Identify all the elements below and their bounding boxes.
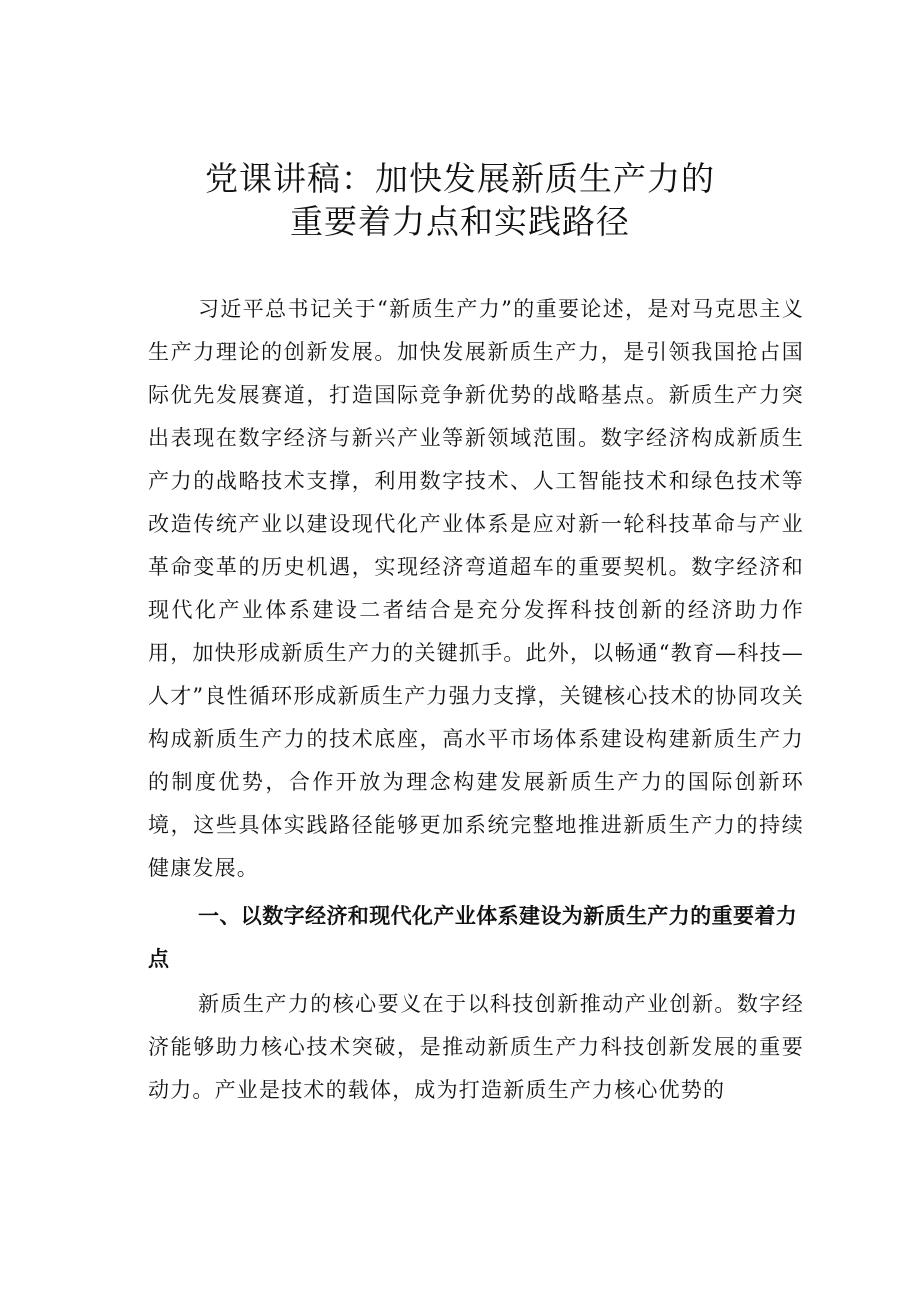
section-1-heading: 一、以数字经济和现代化产业体系建设为新质生产力的重要着力点 xyxy=(148,904,798,971)
document-title-line-2: 重要着力点和实践路径 xyxy=(290,202,630,241)
section-1-paragraph: 新质生产力的核心要义在于以科技创新推动产业创新。数字经济能够助力核心技术突破，是推动新质生产力科技创新发展的重要动力。产业是技术的载体，成为打造新质生产力核心优势的 xyxy=(148,992,804,1102)
intro-paragraph: 习近平总书记关于“新质生产力”的重要论述，是对马克思主义生产力理论的创新发展。加快发展新质生产力，是引领我国抢占国际优先发展赛道，打造国际竞争新优势的战略基点。新质生产力突出表现在数字经济与新兴产业等新领域范围。数字经济构成新质生产力的战略技术支撑，利用数字技术、人工智能技术和绿色技术等改造传统产业以建设现代化产业体系是应对新一轮科技革命与产业革命变革的历史机遇，实现经济弯道超车的重要契机。数字经济和现代化产业体系建设二者结合是充分发挥科技创新的经济助力作用，加快形成新质生产力的关键抓手。此外，以畅通“教育—科技—人才”良性循环形成新质生产力强力支撑，关键核心技术的协同攻关构成新质生产力的技术底座，高水平市场体系建设构建新质生产力的制度优势，合作开放为理念构建发展新质生产力的国际创新环境，这些具体实践路径能够更加系统完整地推进新质生产力的持续健康发展。 xyxy=(148,297,804,880)
document-title-line-1: 党课讲稿：加快发展新质生产力的 xyxy=(205,159,715,198)
